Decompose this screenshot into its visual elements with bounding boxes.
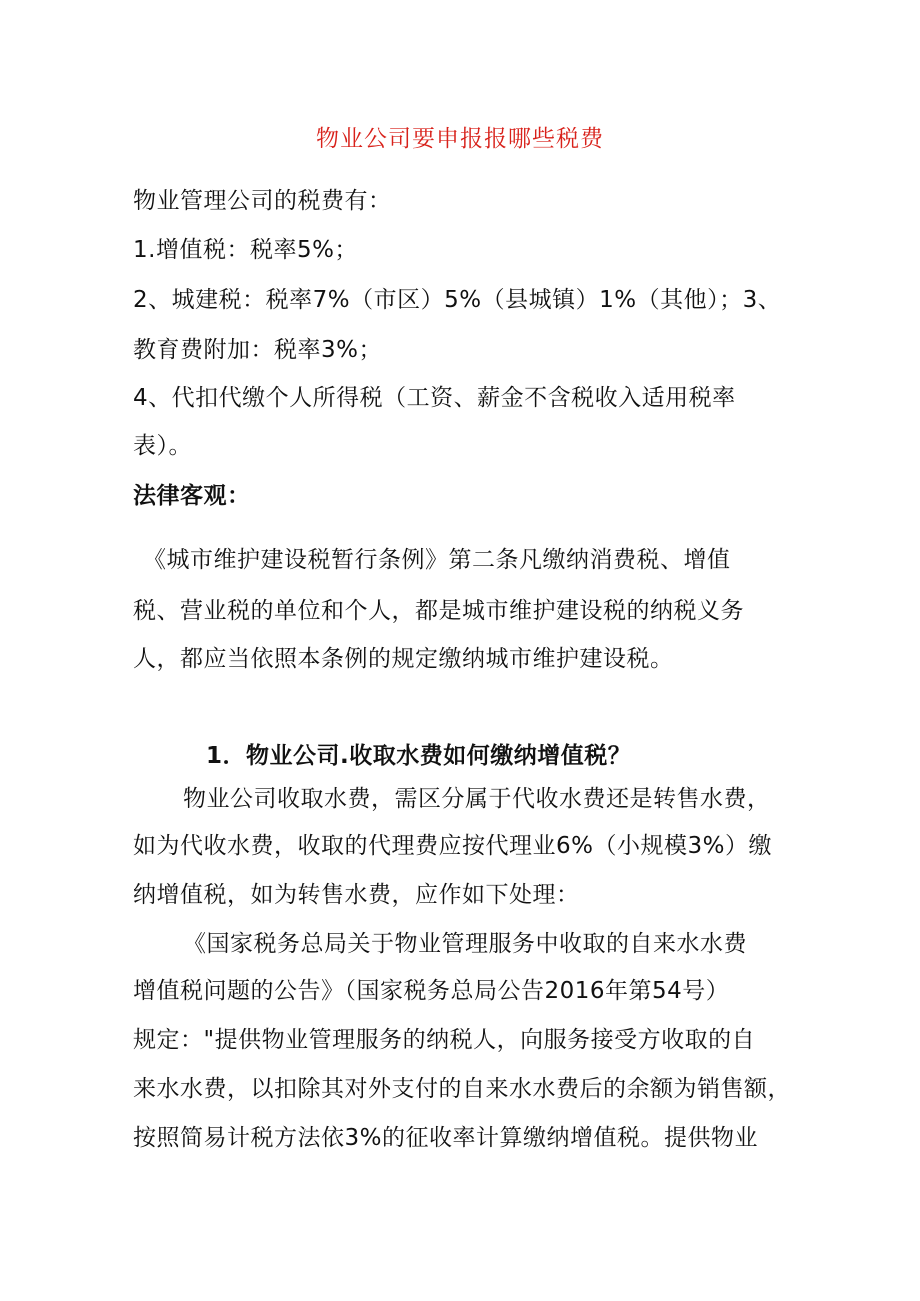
section-1-line-6: 规定："提供物业管理服务的纳税人，向服务接受方收取的自 bbox=[133, 1027, 756, 1053]
section-1-line-3: 纳增值税，如为转售水费，应作如下处理： bbox=[133, 882, 580, 908]
section-1-line-2: 如为代收水费，收取的代理费应按代理业6%（小规模3%）缴 bbox=[133, 833, 772, 859]
tax-item-1: 1.增值税：税率5%； bbox=[133, 237, 358, 263]
intro-line: 物业管理公司的税费有： bbox=[133, 188, 392, 214]
tax-item-2: 2、城建税：税率7%（市区）5%（县城镇）1%（其他）；3、 bbox=[133, 287, 782, 313]
document-title: 物业公司要申报报哪些税费 bbox=[316, 126, 604, 152]
section-1-line-1: 物业公司收取水费，需区分属于代收水费还是转售水费， bbox=[183, 786, 771, 812]
tax-item-4: 4、代扣代缴个人所得税（工资、薪金不含税收入适用税率 bbox=[133, 385, 736, 411]
section-1-line-4: 《国家税务总局关于物业管理服务中收取的自来水水费 bbox=[183, 931, 747, 957]
law-line-3: 人，都应当依照本条例的规定缴纳城市维护建设税。 bbox=[133, 646, 674, 672]
section-1-heading: 1．物业公司.收取水费如何缴纳增值税？ bbox=[206, 743, 632, 769]
law-line-2: 税、营业税的单位和个人，都是城市维护建设税的纳税义务 bbox=[133, 598, 744, 624]
section-1-line-5: 增值税问题的公告》（国家税务总局公告2016年第54号） bbox=[133, 978, 730, 1004]
tax-item-4-cont: 表）。 bbox=[133, 433, 192, 459]
law-line-1: 《城市维护建设税暂行条例》第二条凡缴纳消费税、增值 bbox=[143, 547, 731, 573]
tax-item-3: 教育费附加：税率3%； bbox=[133, 337, 382, 363]
law-heading: 法律客观： bbox=[133, 483, 251, 509]
section-1-line-7: 来水水费，以扣除其对外支付的自来水水费后的余额为销售额， bbox=[133, 1076, 791, 1102]
section-1-line-8: 按照简易计税方法依3%的征收率计算缴纳增值税。提供物业 bbox=[133, 1125, 758, 1151]
